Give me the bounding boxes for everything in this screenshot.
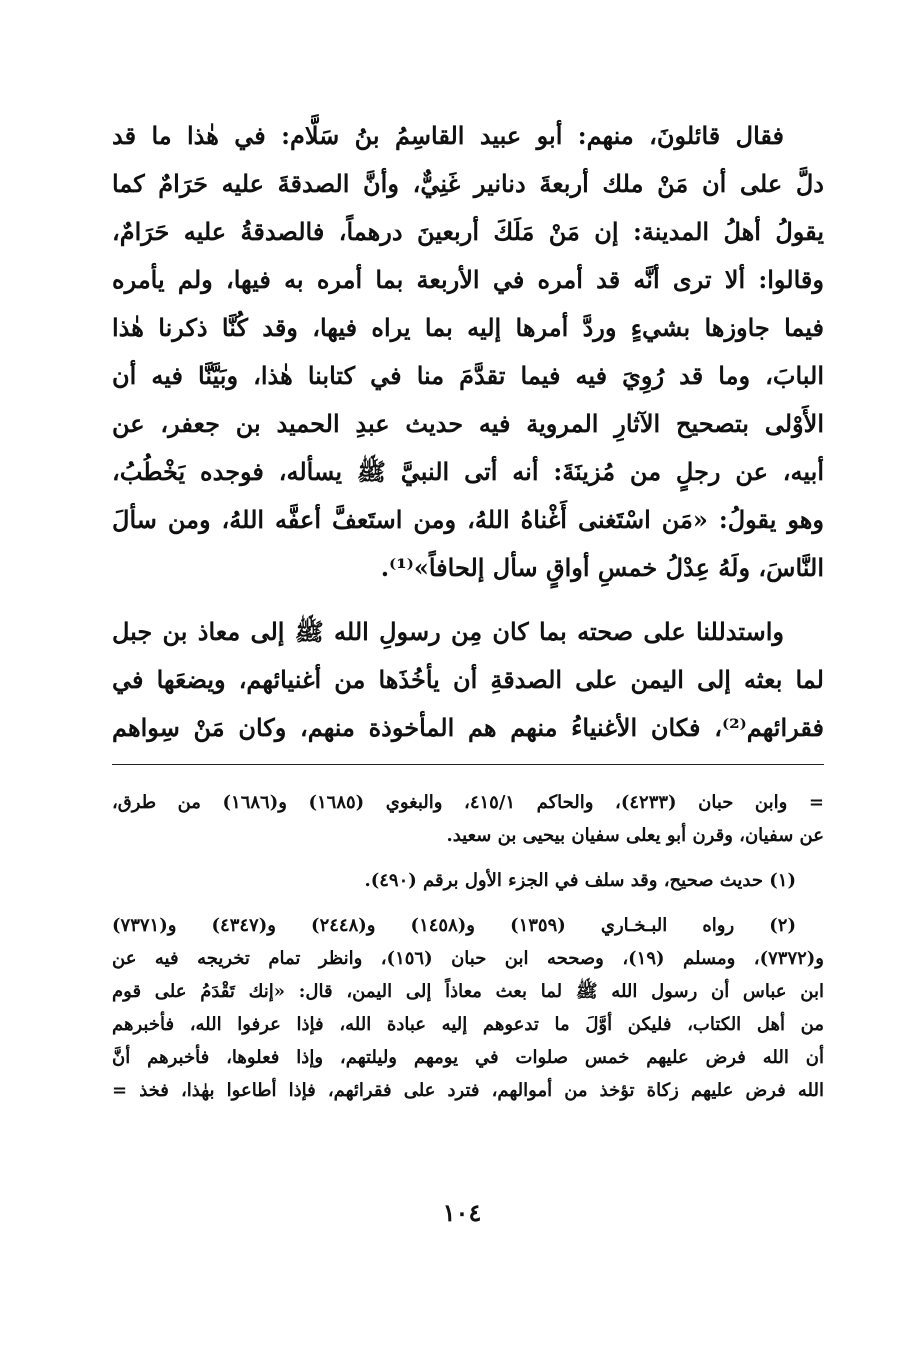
text-line: يقولُ أهلُ المدينة: إن مَنْ مَلَكَ أربعينَ درهماً، فالصدقةُ عليه حَرَامٌ،: [112, 217, 824, 246]
text-line: فيما جاوزها بشيءٍ وردَّ أمرها إليه بما يراه فيها، وقد كُنَّا ذكرنا هٰذا: [112, 313, 824, 342]
main-paragraph-1: [112, 112, 824, 592]
footnote-line: أن الله فرض عليهم خمس صلوات في يومهم وليلتهم، وإذا فعلوها، فأخبرهم أنَّ: [112, 1047, 824, 1068]
footnote-line: (١) حديث صحيح، وقد سلف في الجزء الأول برقم (٤٩٠).: [364, 870, 796, 891]
text-line: البابَ، وما قد رُوِيَ فيه فيما تقدَّمَ منا في كتابنا هٰذا، وبَيَّنَّا فيه أن: [112, 361, 824, 390]
footnote-line: و(٧٣٧٢)، ومسلم (١٩)، وصححه ابن حبان (١٥٦)، وانظر تمام تخريجه فيه عن: [112, 948, 824, 969]
footnote-line: من أهل الكتاب، فليكن أوَّلَ ما تدعوهم إليه عبادة الله، فإذا عرفوا الله، فأخبرهم: [112, 1014, 824, 1035]
text-line: وقالوا: ألا ترى أنَّه قد أمره في الأربعة بما أمره به فيها، ولم يأمره: [112, 265, 824, 294]
footnote-line: عن سفيان، وقرن أبو يعلى سفيان بيحيى بن سعيد.: [446, 825, 824, 846]
text-line: الأَوْلى بتصحيح الآثارِ المروية فيه حديث عبدِ الحميد بن جعفر، عن: [112, 409, 824, 438]
main-paragraph-2: [112, 608, 824, 752]
text-line: أبيه، عن رجلٍ من مُزينَةَ: أنه أتى النبيَّ ﷺ يسأله، فوجده يَخْطُبُ،: [112, 457, 824, 486]
footnote-divider: [112, 764, 824, 765]
footnote-2: [112, 909, 824, 1107]
text-line: النَّاسَ، ولَهُ عِدْلُ خمسِ أواقٍ سأل إلحافاً»⁽¹⁾.: [380, 553, 824, 582]
footnotes: [112, 786, 824, 1107]
footnote-line: الله فرض عليهم زكاة تؤخذ من أموالهم، فترد على فقرائهم، فإذا أطاعوا بهٰذا، فخذ =: [112, 1080, 824, 1101]
footnote-1: [112, 864, 824, 897]
text-line: لما بعثه إلى اليمن على الصدقةِ أن يأخُذَها من أغنيائهم، ويضعَها في: [112, 665, 824, 694]
footnote-continuation: [112, 786, 824, 852]
text-line: فقرائهم⁽²⁾، فكان الأغنياءُ منهم هم المأخوذة منهم، وكان مَنْ سِواهم: [112, 713, 824, 742]
footnote-line: ابن عباس أن رسول الله ﷺ لما بعث معاذاً إلى اليمن، قال: «إنك تَقْدَمُ على قوم: [112, 981, 824, 1002]
text-line: دلَّ على أن مَنْ ملك أربعةَ دنانير غَنِيٌّ، وأنَّ الصدقةَ عليه حَرَامٌ كما: [112, 169, 824, 198]
page-number: ١٠٤: [442, 1198, 482, 1227]
text-line: وهو يقولُ: «مَن اسْتَغنى أَغْناهُ اللهُ، ومن استَعفَّ أعفَّه اللهُ، ومن سألَ: [112, 505, 824, 534]
footnote-line: = وابن حبان (٤٢٣٣)، والحاكم ٤١٥/١، والبغوي (١٦٨٥) و(١٦٨٦) من طرق،: [112, 792, 824, 813]
text-line: فقال قائلونَ، منهم: أبو عبيد القاسِمُ بنُ سَلَّام: في هٰذا ما قد: [112, 121, 784, 150]
footnote-line: (٢) رواه البـخـاري (١٣٥٩) و(١٤٥٨) و(٢٤٤٨) و(٤٣٤٧) و(٧٣٧١): [112, 915, 796, 936]
text-line: واستدللنا على صحته بما كان مِن رسولِ الله ﷺ إلى معاذ بن جبل: [112, 617, 784, 646]
